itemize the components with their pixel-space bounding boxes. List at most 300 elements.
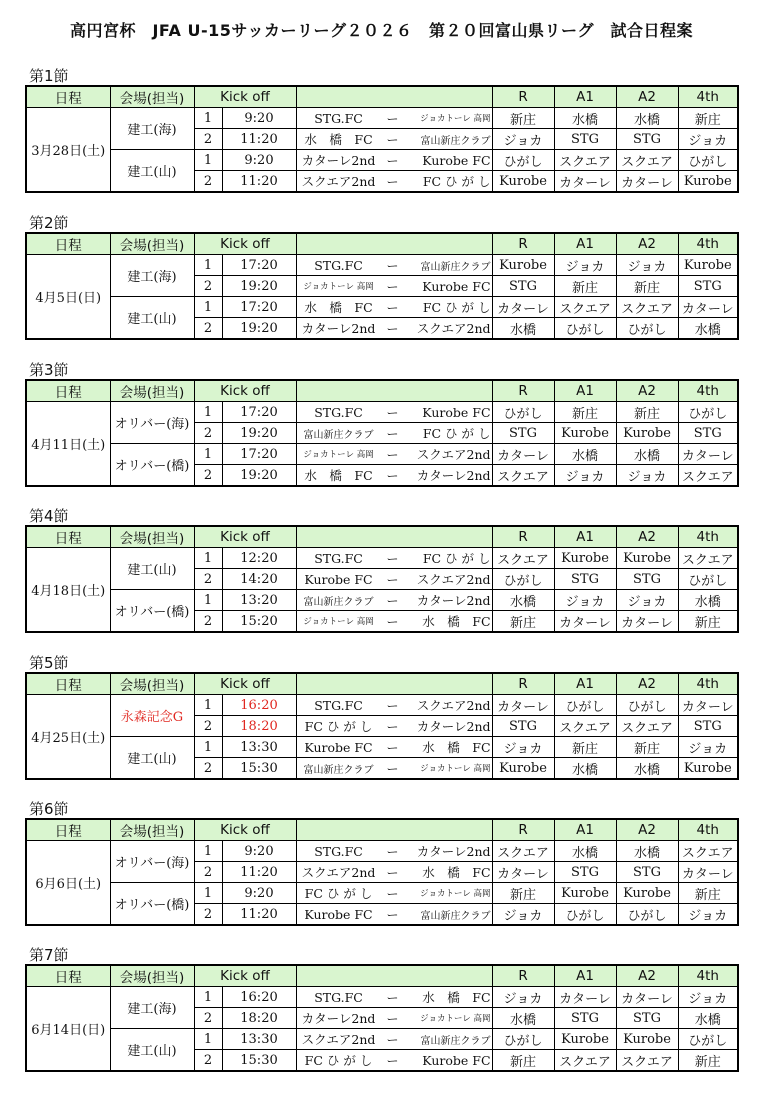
match-number: 1 (194, 695, 222, 716)
header-a2: A2 (616, 526, 678, 548)
header-kickoff: Kick off (194, 380, 296, 402)
match-date: 3月28日(土) (26, 108, 110, 193)
referee-r: 水橋 (492, 318, 554, 340)
header-row (26, 233, 738, 255)
header-kickoff: Kick off (194, 233, 296, 255)
referee-a1: ひがし (554, 318, 616, 340)
venue-name: オリバー(橋) (110, 883, 194, 926)
header-date: 日程 (26, 86, 110, 108)
match-cell (296, 548, 492, 569)
match-cell (296, 841, 492, 862)
kickoff-time: 11:20 (222, 862, 296, 883)
referee-a2: 新庄 (616, 276, 678, 297)
referee-a2: Kurobe (616, 1029, 678, 1050)
header-match (296, 526, 492, 548)
venue-name: 建工(山) (110, 150, 194, 193)
referee-r: STG (492, 716, 554, 737)
referee-a1: STG (554, 862, 616, 883)
kickoff-time: 18:20 (222, 716, 296, 737)
match-number: 1 (194, 150, 222, 171)
away-team: カターレ2nd (416, 719, 491, 734)
referee-r: ジョカ (492, 737, 554, 758)
match-cell (296, 108, 492, 129)
referee-4th: STG (678, 276, 738, 297)
kickoff-time: 9:20 (222, 150, 296, 171)
round-section (25, 654, 737, 780)
referee-a2: スクエア (616, 150, 678, 171)
match-date: 4月25日(土) (26, 695, 110, 780)
home-team: STG.FC (314, 697, 363, 713)
header-4th: 4th (678, 526, 738, 548)
referee-a2: 新庄 (616, 402, 678, 423)
table-row (26, 444, 738, 465)
home-team: STG.FC (314, 843, 363, 859)
referee-a1: 水橋 (554, 841, 616, 862)
home-team: ジョカトーレ 高岡 (303, 450, 374, 460)
table-row (26, 883, 738, 904)
vs-dash: ー (386, 886, 399, 901)
away-team: ジョカトーレ 高岡 (420, 764, 491, 774)
home-team: 富山新庄クラブ (303, 596, 374, 608)
venue-name: オリバー(橋) (110, 590, 194, 633)
referee-a2: スクエア (616, 297, 678, 318)
referee-a2: STG (616, 862, 678, 883)
referee-a2: ひがし (616, 318, 678, 340)
referee-4th: ジョカ (678, 129, 738, 150)
referee-a1: 水橋 (554, 758, 616, 780)
match-number: 2 (194, 904, 222, 926)
vs-dash: ー (386, 111, 399, 126)
referee-r: カターレ (492, 695, 554, 716)
referee-4th: Kurobe (678, 758, 738, 780)
kickoff-time: 15:20 (222, 611, 296, 633)
away-team: ジョカトーレ 高岡 (420, 889, 491, 899)
referee-r: スクエア (492, 465, 554, 487)
match-cell (296, 150, 492, 171)
match-number: 1 (194, 590, 222, 611)
match-cell (296, 402, 492, 423)
referee-r: 新庄 (492, 108, 554, 129)
referee-r: ジョカ (492, 987, 554, 1008)
match-number: 1 (194, 108, 222, 129)
home-team: ジョカトーレ 高岡 (303, 282, 374, 292)
away-team: スクエア2nd (416, 698, 491, 713)
match-number: 1 (194, 841, 222, 862)
match-number: 2 (194, 276, 222, 297)
vs-dash: ー (386, 153, 399, 168)
header-date: 日程 (26, 380, 110, 402)
header-4th: 4th (678, 86, 738, 108)
kickoff-time: 11:20 (222, 904, 296, 926)
referee-a2: カターレ (616, 987, 678, 1008)
away-team: 水 橋 FC (422, 614, 491, 629)
schedule-table (25, 672, 739, 780)
home-team: FC ひ が し (304, 719, 373, 734)
referee-4th: ジョカ (678, 987, 738, 1008)
referee-r: ジョカ (492, 904, 554, 926)
vs-dash: ー (386, 426, 399, 441)
vs-dash: ー (386, 1032, 399, 1047)
away-team: カターレ2nd (416, 844, 491, 859)
vs-dash: ー (386, 740, 399, 755)
match-number: 2 (194, 465, 222, 487)
vs-dash: ー (386, 1053, 399, 1068)
referee-a1: ひがし (554, 904, 616, 926)
schedule-table (25, 232, 739, 340)
referee-a1: スクエア (554, 716, 616, 737)
home-team: STG.FC (314, 404, 363, 420)
referee-a1: STG (554, 129, 616, 150)
referee-a2: STG (616, 569, 678, 590)
referee-4th: Kurobe (678, 255, 738, 276)
home-team: 水 橋 FC (304, 300, 373, 315)
header-row (26, 819, 738, 841)
kickoff-time: 9:20 (222, 108, 296, 129)
referee-a1: STG (554, 569, 616, 590)
vs-dash: ー (386, 279, 399, 294)
page-title: 高円宮杯 JFA U-15サッカーリーグ２０２６ 第２０回富山県リーグ 試合日程案 (69, 21, 694, 40)
vs-dash: ー (386, 447, 399, 462)
referee-r: スクエア (492, 841, 554, 862)
referee-r: 新庄 (492, 611, 554, 633)
home-team: カターレ2nd (301, 1011, 376, 1026)
match-number: 1 (194, 987, 222, 1008)
referee-r: ひがし (492, 569, 554, 590)
venue-name: 建工(海) (110, 255, 194, 297)
referee-r: スクエア (492, 548, 554, 569)
home-team: 水 橋 FC (304, 468, 373, 483)
away-team: Kurobe FC (422, 278, 491, 294)
referee-a1: スクエア (554, 150, 616, 171)
venue-name: 建工(海) (110, 987, 194, 1029)
referee-4th: カターレ (678, 297, 738, 318)
home-team: カターレ2nd (301, 153, 376, 168)
kickoff-time: 13:30 (222, 737, 296, 758)
header-venue: 会場(担当) (110, 673, 194, 695)
header-match (296, 965, 492, 987)
match-number: 2 (194, 716, 222, 737)
header-kickoff: Kick off (194, 965, 296, 987)
round-label: 第6節 (29, 800, 69, 818)
away-team: Kurobe FC (422, 1052, 491, 1068)
match-number: 1 (194, 737, 222, 758)
referee-r: 新庄 (492, 1050, 554, 1072)
kickoff-time: 19:20 (222, 276, 296, 297)
match-cell (296, 737, 492, 758)
header-date: 日程 (26, 233, 110, 255)
header-match (296, 233, 492, 255)
referee-a2: Kurobe (616, 423, 678, 444)
away-team: 富山新庄クラブ (420, 1035, 491, 1047)
table-row (26, 150, 738, 171)
round-label: 第4節 (29, 507, 69, 525)
match-number: 2 (194, 1050, 222, 1072)
referee-a1: 水橋 (554, 108, 616, 129)
referee-r: 新庄 (492, 883, 554, 904)
header-kickoff: Kick off (194, 86, 296, 108)
home-team: スクエア2nd (301, 865, 376, 880)
vs-dash: ー (386, 132, 399, 147)
match-date: 6月14日(日) (26, 987, 110, 1072)
header-venue: 会場(担当) (110, 380, 194, 402)
vs-dash: ー (386, 614, 399, 629)
referee-4th: ジョカ (678, 904, 738, 926)
match-cell (296, 1008, 492, 1029)
home-team: FC ひ が し (304, 886, 373, 901)
match-number: 2 (194, 758, 222, 780)
away-team: カターレ2nd (416, 593, 491, 608)
header-r: R (492, 380, 554, 402)
referee-4th: カターレ (678, 444, 738, 465)
round-section (25, 67, 737, 193)
referee-a1: ジョカ (554, 255, 616, 276)
match-number: 2 (194, 611, 222, 633)
away-team: 富山新庄クラブ (420, 261, 491, 273)
referee-4th: スクエア (678, 465, 738, 487)
vs-dash: ー (386, 405, 399, 420)
match-cell (296, 276, 492, 297)
home-team: Kurobe FC (304, 739, 373, 755)
schedule-table (25, 964, 739, 1072)
header-date: 日程 (26, 526, 110, 548)
away-team: 水 橋 FC (422, 740, 491, 755)
away-team: FC ひ が し (422, 551, 491, 566)
header-4th: 4th (678, 380, 738, 402)
venue-name: 永森記念G (110, 695, 194, 737)
kickoff-time: 14:20 (222, 569, 296, 590)
schedule-table (25, 379, 739, 487)
match-cell (296, 1029, 492, 1050)
header-4th: 4th (678, 965, 738, 987)
referee-a1: STG (554, 1008, 616, 1029)
kickoff-time: 17:20 (222, 297, 296, 318)
header-a2: A2 (616, 86, 678, 108)
venue-name: 建工(山) (110, 1029, 194, 1072)
round-label: 第3節 (29, 361, 69, 379)
referee-4th: 新庄 (678, 883, 738, 904)
venue-name: 建工(海) (110, 108, 194, 150)
referee-a2: STG (616, 129, 678, 150)
match-number: 1 (194, 548, 222, 569)
kickoff-time: 15:30 (222, 1050, 296, 1072)
referee-r: ひがし (492, 150, 554, 171)
referee-r: STG (492, 276, 554, 297)
header-r: R (492, 673, 554, 695)
table-row (26, 297, 738, 318)
referee-a2: カターレ (616, 171, 678, 193)
match-number: 1 (194, 883, 222, 904)
match-cell (296, 590, 492, 611)
referee-r: Kurobe (492, 255, 554, 276)
referee-a1: ジョカ (554, 465, 616, 487)
match-cell (296, 129, 492, 150)
match-number: 2 (194, 318, 222, 340)
match-cell (296, 465, 492, 487)
vs-dash: ー (386, 907, 399, 922)
referee-a1: ひがし (554, 695, 616, 716)
referee-a2: 水橋 (616, 841, 678, 862)
away-team: Kurobe FC (422, 404, 491, 420)
referee-4th: スクエア (678, 548, 738, 569)
header-r: R (492, 819, 554, 841)
table-row (26, 695, 738, 716)
match-date: 4月18日(土) (26, 548, 110, 633)
referee-r: 水橋 (492, 1008, 554, 1029)
home-team: Kurobe FC (304, 571, 373, 587)
header-match (296, 819, 492, 841)
referee-a2: スクエア (616, 1050, 678, 1072)
header-row (26, 86, 738, 108)
referee-a2: スクエア (616, 716, 678, 737)
round-section (25, 800, 737, 926)
table-row (26, 590, 738, 611)
referee-4th: スクエア (678, 841, 738, 862)
vs-dash: ー (386, 468, 399, 483)
header-r: R (492, 965, 554, 987)
referee-4th: ひがし (678, 402, 738, 423)
header-venue: 会場(担当) (110, 965, 194, 987)
referee-r: ひがし (492, 402, 554, 423)
away-team: FC ひ が し (422, 300, 491, 315)
vs-dash: ー (386, 761, 399, 776)
referee-4th: ひがし (678, 569, 738, 590)
vs-dash: ー (386, 300, 399, 315)
match-cell (296, 569, 492, 590)
header-a1: A1 (554, 819, 616, 841)
round-label: 第7節 (29, 946, 69, 964)
match-cell (296, 1050, 492, 1072)
home-team: FC ひ が し (304, 1053, 373, 1068)
header-4th: 4th (678, 673, 738, 695)
header-venue: 会場(担当) (110, 819, 194, 841)
referee-a1: Kurobe (554, 423, 616, 444)
referee-a1: 新庄 (554, 276, 616, 297)
referee-a1: 新庄 (554, 737, 616, 758)
away-team: FC ひ が し (422, 426, 491, 441)
referee-a1: Kurobe (554, 1029, 616, 1050)
vs-dash: ー (386, 593, 399, 608)
header-r: R (492, 86, 554, 108)
table-row (26, 1029, 738, 1050)
kickoff-time: 19:20 (222, 318, 296, 340)
header-r: R (492, 233, 554, 255)
away-team: スクエア2nd (416, 321, 491, 336)
match-cell (296, 904, 492, 926)
vs-dash: ー (386, 551, 399, 566)
header-row (26, 380, 738, 402)
vs-dash: ー (386, 174, 399, 189)
venue-name: 建工(山) (110, 297, 194, 340)
header-venue: 会場(担当) (110, 86, 194, 108)
kickoff-time: 13:20 (222, 590, 296, 611)
venue-name: 建工(山) (110, 737, 194, 780)
referee-a2: STG (616, 1008, 678, 1029)
header-r: R (492, 526, 554, 548)
round-section (25, 214, 737, 340)
home-team: ジョカトーレ 高岡 (303, 617, 374, 627)
header-kickoff: Kick off (194, 526, 296, 548)
referee-a2: Kurobe (616, 883, 678, 904)
home-team: スクエア2nd (301, 1032, 376, 1047)
venue-name: オリバー(海) (110, 402, 194, 444)
kickoff-time: 13:30 (222, 1029, 296, 1050)
match-number: 2 (194, 129, 222, 150)
header-venue: 会場(担当) (110, 526, 194, 548)
kickoff-time: 15:30 (222, 758, 296, 780)
referee-a1: Kurobe (554, 548, 616, 569)
header-row (26, 965, 738, 987)
referee-4th: 水橋 (678, 1008, 738, 1029)
table-row (26, 402, 738, 423)
header-kickoff: Kick off (194, 673, 296, 695)
referee-r: カターレ (492, 444, 554, 465)
match-cell (296, 716, 492, 737)
home-team: 富山新庄クラブ (303, 764, 374, 776)
header-a1: A1 (554, 673, 616, 695)
referee-4th: カターレ (678, 862, 738, 883)
table-row (26, 255, 738, 276)
referee-4th: ひがし (678, 1029, 738, 1050)
referee-4th: ひがし (678, 150, 738, 171)
referee-a2: 水橋 (616, 758, 678, 780)
venue-name: 建工(山) (110, 548, 194, 590)
match-date: 4月11日(土) (26, 402, 110, 487)
referee-r: ひがし (492, 1029, 554, 1050)
referee-r: STG (492, 423, 554, 444)
round-label: 第5節 (29, 654, 69, 672)
header-match (296, 673, 492, 695)
referee-4th: カターレ (678, 695, 738, 716)
referee-r: カターレ (492, 297, 554, 318)
match-cell (296, 611, 492, 633)
kickoff-time: 9:20 (222, 841, 296, 862)
referee-a1: スクエア (554, 1050, 616, 1072)
away-team: FC ひ が し (422, 174, 491, 189)
schedule-table (25, 818, 739, 926)
referee-r: Kurobe (492, 171, 554, 193)
referee-a1: Kurobe (554, 883, 616, 904)
kickoff-time: 11:20 (222, 171, 296, 193)
kickoff-time: 17:20 (222, 402, 296, 423)
kickoff-time: 9:20 (222, 883, 296, 904)
kickoff-time: 19:20 (222, 465, 296, 487)
away-team: 水 橋 FC (422, 990, 491, 1005)
referee-a1: カターレ (554, 611, 616, 633)
home-team: Kurobe FC (304, 906, 373, 922)
header-4th: 4th (678, 233, 738, 255)
round-label: 第1節 (29, 67, 69, 85)
home-team: スクエア2nd (301, 174, 376, 189)
away-team: スクエア2nd (416, 572, 491, 587)
schedule-table (25, 525, 739, 633)
round-section (25, 946, 737, 1072)
referee-a1: スクエア (554, 297, 616, 318)
round-section (25, 361, 737, 487)
away-team: スクエア2nd (416, 447, 491, 462)
vs-dash: ー (386, 719, 399, 734)
match-cell (296, 862, 492, 883)
header-match (296, 380, 492, 402)
round-section (25, 507, 737, 633)
away-team: Kurobe FC (422, 152, 491, 168)
vs-dash: ー (386, 698, 399, 713)
referee-a1: 水橋 (554, 444, 616, 465)
home-team: カターレ2nd (301, 321, 376, 336)
vs-dash: ー (386, 865, 399, 880)
kickoff-time: 18:20 (222, 1008, 296, 1029)
header-row (26, 526, 738, 548)
match-cell (296, 987, 492, 1008)
